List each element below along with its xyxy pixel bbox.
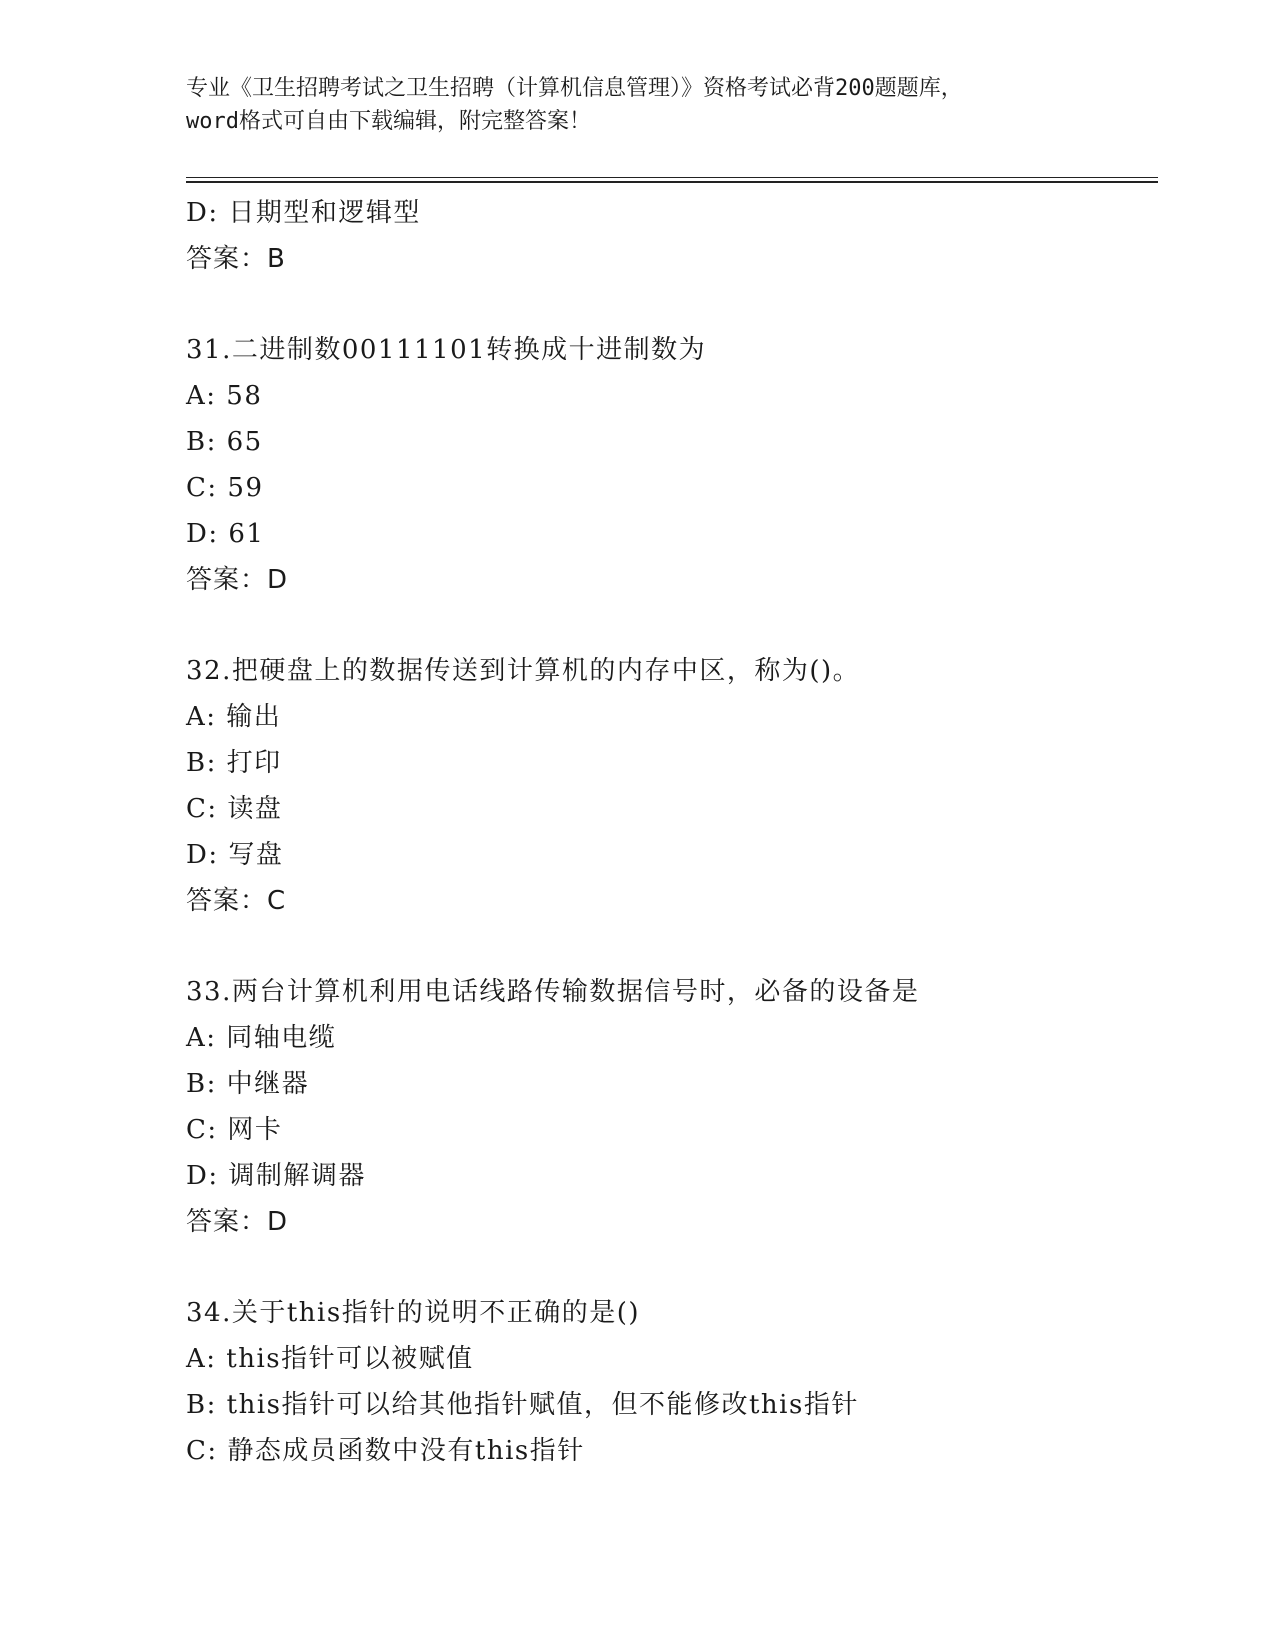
question-34: [186, 1290, 1158, 1474]
option-b: B: 65: [186, 427, 263, 457]
option-d: D: 日期型和逻辑型: [186, 198, 421, 228]
option-c: C: 读盘: [186, 794, 283, 824]
option-b: B: 中继器: [186, 1069, 310, 1099]
option-c: C: 59: [186, 473, 264, 503]
answer: 答案：C: [186, 886, 287, 916]
option-a: A: this指针可以被赋值: [186, 1344, 474, 1374]
question-stem: 32.把硬盘上的数据传送到计算机的内存中区，称为()。: [186, 656, 861, 686]
option-d: D: 61: [186, 519, 265, 549]
option-c: C: 静态成员函数中没有this指针: [186, 1436, 585, 1466]
question-32: [186, 648, 1158, 924]
option-d: D: 调制解调器: [186, 1161, 366, 1191]
question-33: [186, 969, 1158, 1245]
document-body: [186, 190, 1158, 1474]
question-stem: 31.二进制数00111101转换成十进制数为: [186, 335, 707, 365]
question-31: [186, 327, 1158, 603]
header-line-1: 专业《卫生招聘考试之卫生招聘（计算机信息管理）》资格考试必背200题题库，: [186, 76, 963, 101]
header-divider-thick: [186, 181, 1158, 183]
header-divider-thin: [186, 177, 1158, 178]
answer: 答案：D: [186, 1207, 289, 1237]
option-a: A: 同轴电缆: [186, 1023, 337, 1053]
answer: 答案：D: [186, 565, 289, 595]
option-b: B: this指针可以给其他指针赋值，但不能修改this指针: [186, 1390, 859, 1420]
answer: 答案：B: [186, 244, 286, 274]
document-header: [186, 72, 1086, 138]
option-c: C: 网卡: [186, 1115, 283, 1145]
question-stem: 34.关于this指针的说明不正确的是(): [186, 1298, 640, 1328]
option-a: A: 输出: [186, 702, 282, 732]
question-stem: 33.两台计算机利用电话线路传输数据信号时，必备的设备是: [186, 977, 920, 1007]
option-b: B: 打印: [186, 748, 282, 778]
header-line-2: word格式可自由下载编辑，附完整答案！: [186, 109, 591, 134]
question-30-tail: [186, 190, 1158, 282]
option-a: A: 58: [186, 381, 263, 411]
option-d: D: 写盘: [186, 840, 284, 870]
